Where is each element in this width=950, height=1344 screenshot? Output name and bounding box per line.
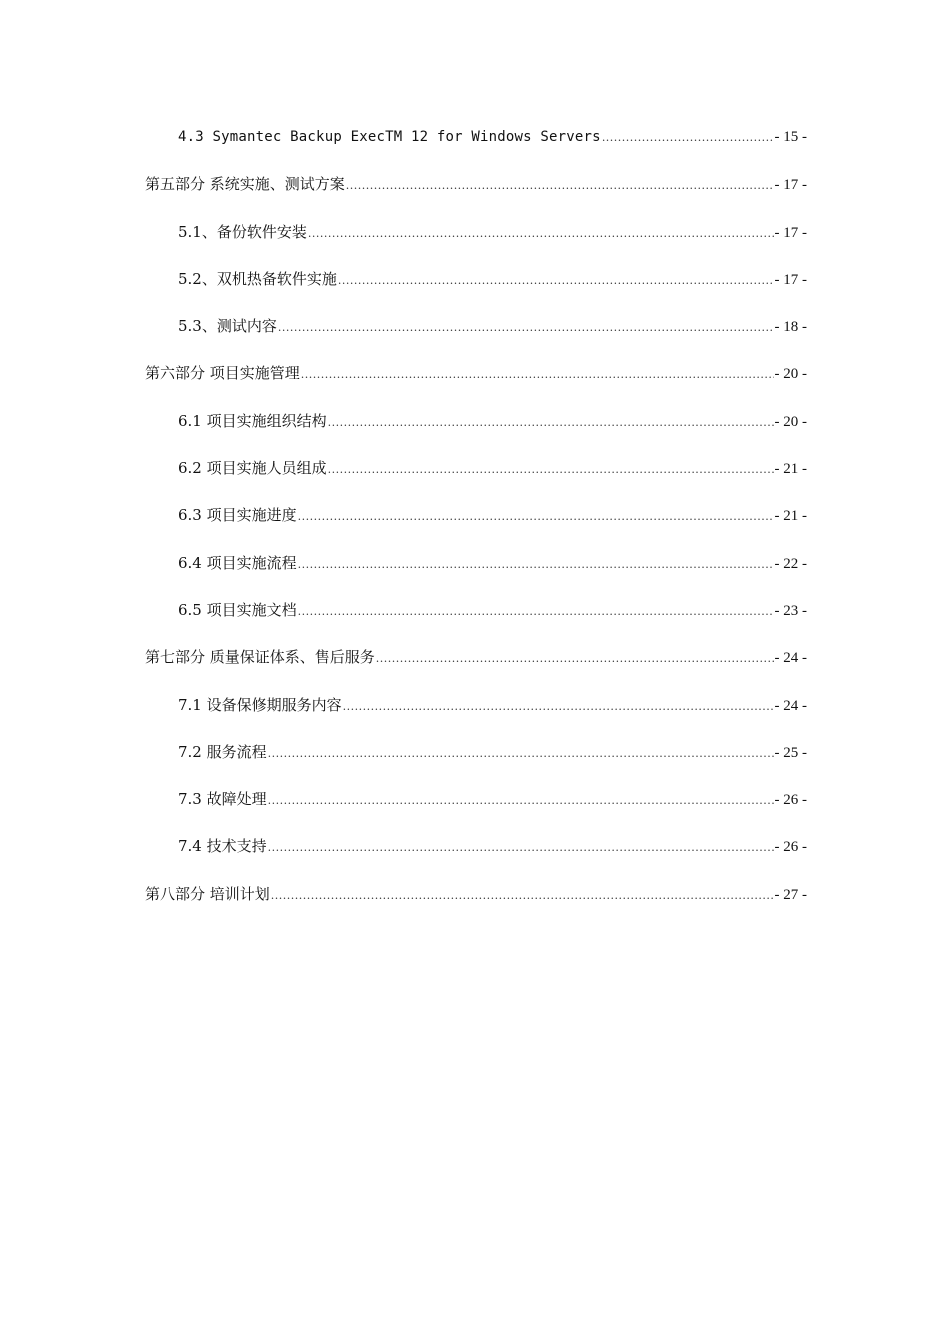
toc-page-number: - 25 -	[774, 744, 807, 761]
toc-page-number: - 17 -	[774, 177, 807, 194]
toc-dot-leader	[298, 541, 774, 588]
toc-entry-title: 7.3 故障处理	[178, 790, 267, 809]
toc-page-number: - 21 -	[774, 508, 807, 525]
toc-dot-leader	[338, 257, 774, 304]
toc-dot-leader	[268, 777, 774, 824]
toc-entry-6-5[interactable]	[145, 587, 807, 634]
toc-page-number: - 26 -	[774, 792, 807, 809]
toc-page-number: - 24 -	[774, 650, 807, 667]
toc-entry-title: 6.1 项目实施组织结构	[178, 411, 327, 430]
toc-entry-4-3[interactable]	[145, 114, 807, 161]
toc-entry-5-3[interactable]	[145, 303, 807, 350]
toc-entry-title: 6.2 项目实施人员组成	[178, 459, 327, 478]
toc-entry-6-1[interactable]	[145, 398, 807, 445]
toc-dot-leader	[328, 446, 774, 493]
toc-entry-title: 5.1、备份软件安装	[178, 222, 307, 241]
toc-entry-title: 第八部分 培训计划	[145, 884, 270, 903]
table-of-contents	[145, 114, 807, 918]
toc-page-number: - 27 -	[774, 886, 807, 903]
toc-dot-leader	[376, 635, 774, 682]
toc-page-number: - 20 -	[774, 413, 807, 430]
toc-entry-7-3[interactable]	[145, 776, 807, 823]
toc-entry-5-2[interactable]	[145, 256, 807, 303]
toc-page-number: - 21 -	[774, 461, 807, 478]
toc-entry-title: 7.4 技术支持	[178, 837, 267, 856]
toc-entry-title: 第六部分 项目实施管理	[145, 364, 300, 383]
toc-dot-leader	[308, 210, 774, 257]
toc-dot-leader	[301, 351, 774, 398]
toc-entry-part-5[interactable]	[145, 161, 807, 208]
toc-entry-7-4[interactable]	[145, 823, 807, 870]
toc-page-number: - 17 -	[774, 224, 807, 241]
toc-dot-leader	[602, 114, 774, 161]
toc-page-number: - 18 -	[774, 319, 807, 336]
toc-entry-title: 5.2、双机热备软件实施	[178, 269, 337, 288]
toc-entry-title: 第七部分 质量保证体系、售后服务	[145, 648, 375, 667]
toc-entry-part-7[interactable]	[145, 634, 807, 681]
toc-entry-5-1[interactable]	[145, 209, 807, 256]
toc-entry-title: 7.2 服务流程	[178, 742, 267, 761]
toc-dot-leader	[278, 304, 774, 351]
toc-entry-title: 6.5 项目实施文档	[178, 600, 297, 619]
toc-entry-title: 6.4 项目实施流程	[178, 553, 297, 572]
toc-entry-6-2[interactable]	[145, 445, 807, 492]
toc-entry-title: 5.3、测试内容	[178, 317, 277, 336]
toc-page-number: - 26 -	[774, 839, 807, 856]
toc-entry-title: 6.3 项目实施进度	[178, 506, 297, 525]
toc-page-number: - 17 -	[774, 271, 807, 288]
toc-dot-leader	[268, 730, 774, 777]
toc-page-number: - 24 -	[774, 697, 807, 714]
toc-entry-7-2[interactable]	[145, 729, 807, 776]
toc-page-number: - 20 -	[774, 366, 807, 383]
toc-dot-leader	[298, 493, 774, 540]
toc-dot-leader	[298, 588, 774, 635]
toc-dot-leader	[343, 683, 774, 730]
toc-entry-6-4[interactable]	[145, 540, 807, 587]
toc-entry-title: 7.1 设备保修期服务内容	[178, 695, 342, 714]
toc-dot-leader	[346, 162, 774, 209]
toc-dot-leader	[328, 399, 774, 446]
toc-entry-title: 4.3 Symantec Backup ExecTM 12 for Windows Servers	[178, 129, 601, 145]
toc-page-number: - 23 -	[774, 602, 807, 619]
toc-entry-7-1[interactable]	[145, 682, 807, 729]
toc-dot-leader	[268, 824, 774, 871]
toc-entry-title: 第五部分 系统实施、测试方案	[145, 175, 345, 194]
toc-entry-part-6[interactable]	[145, 350, 807, 397]
toc-page-number: - 22 -	[774, 555, 807, 572]
toc-dot-leader	[271, 872, 774, 919]
toc-entry-6-3[interactable]	[145, 492, 807, 539]
toc-entry-part-8[interactable]	[145, 871, 807, 918]
toc-page-number: - 15 -	[774, 129, 807, 145]
